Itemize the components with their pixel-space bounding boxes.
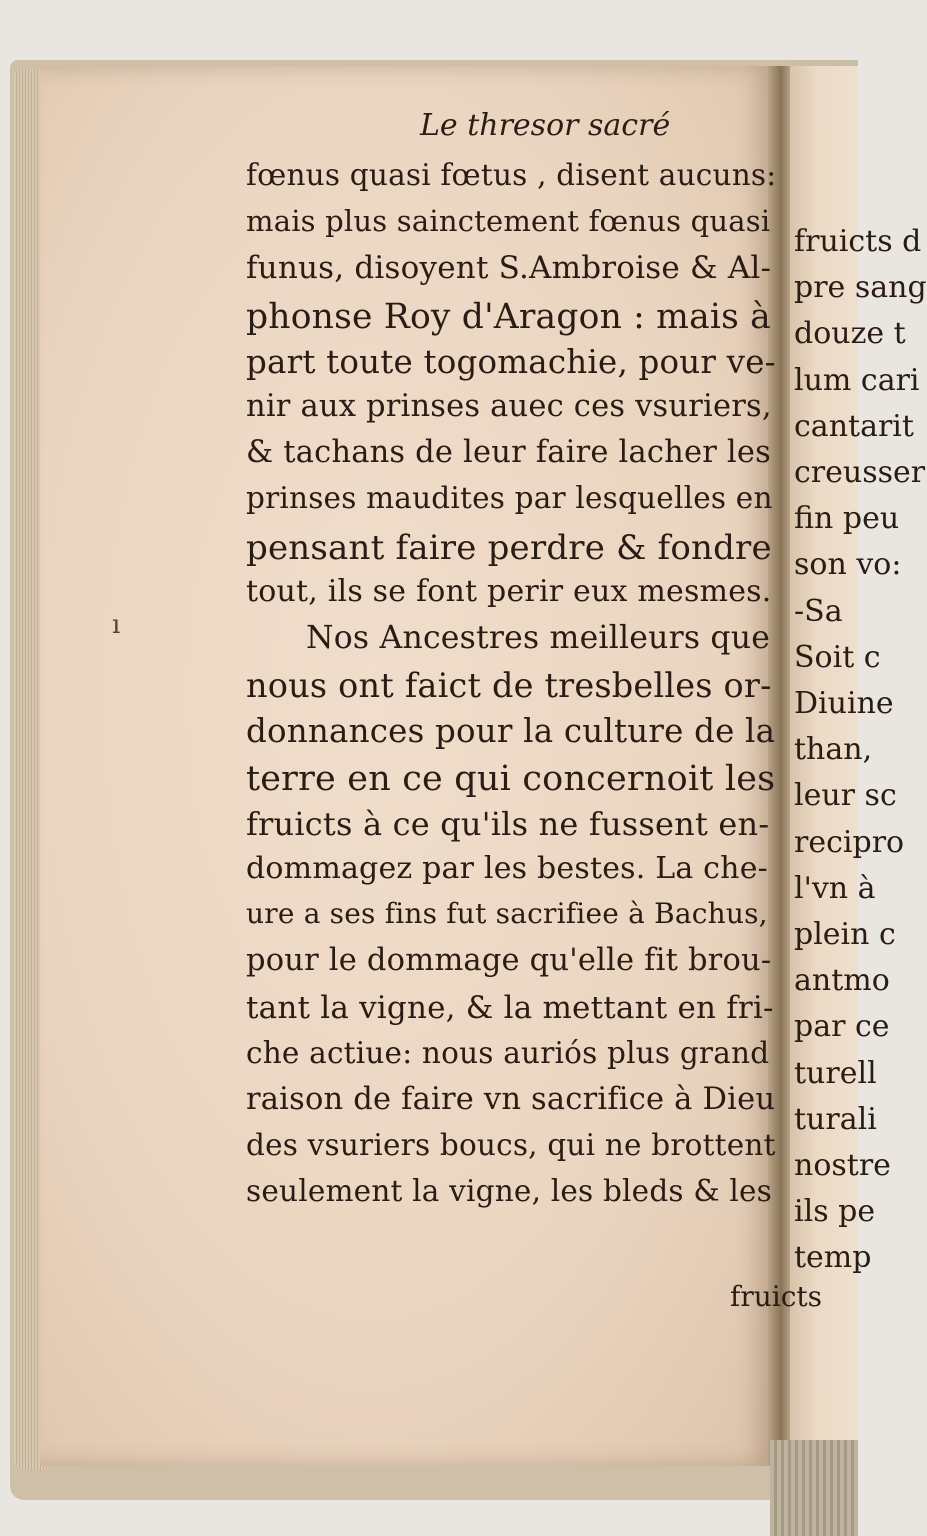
text-line: l'vn à	[794, 870, 876, 906]
text-line: nir aux prinses auec ces vsuriers,	[246, 389, 772, 424]
text-line: seulement la vigne, les bleds & les	[246, 1174, 773, 1209]
text-line: temp	[794, 1240, 872, 1276]
text-line: cantarit	[794, 408, 914, 444]
text-line: tout, ils se font perir eux mesmes.	[246, 573, 772, 609]
text-line: part toute togomachie, pour ve-	[246, 342, 776, 381]
text-line: Nos Ancestres meilleurs que	[306, 620, 771, 656]
margin-mark: ı	[112, 610, 121, 640]
text-line: antmo	[794, 963, 890, 999]
text-line: lum cari	[794, 362, 920, 398]
text-line: che actiue: nous auriós plus grand	[246, 1035, 770, 1070]
text-line: fœnus quasi fœtus , disent aucuns:	[246, 158, 777, 192]
text-line: Diuine	[794, 686, 894, 721]
text-line: mais plus sainctement fœnus quasi	[246, 204, 771, 239]
text-line: than,	[794, 732, 873, 768]
text-line: tant la vigne, & la mettant en fri-	[246, 989, 774, 1026]
text-line: prinses maudites par lesquelles en	[246, 481, 773, 516]
text-line: ils pe	[794, 1194, 876, 1230]
text-line: funus, disoyent S.Ambroise & Al-	[246, 250, 772, 287]
text-line: ure a ses fins fut sacrifiee à Bachus,	[246, 897, 768, 931]
text-line: fin peu	[794, 501, 900, 537]
running-head: Le thresor sacré	[420, 108, 671, 143]
text-line: nous ont faict de tresbelles or-	[246, 666, 772, 706]
text-line: dommagez par les bestes. La che-	[246, 851, 768, 886]
text-line: pre sang	[794, 270, 927, 306]
text-line: des vsuriers boucs, qui ne brottent	[246, 1128, 776, 1163]
text-line: pour le dommage qu'elle fit brou-	[246, 943, 772, 979]
text-line: fruicts d	[794, 224, 922, 259]
catchword: fruicts	[730, 1280, 823, 1313]
text-line: creusser	[794, 455, 926, 490]
text-line: turali	[794, 1101, 877, 1137]
text-line: leur sc	[794, 778, 897, 814]
text-line: recipro	[794, 824, 905, 860]
text-line: turell	[794, 1055, 877, 1091]
text-line: plein c	[794, 917, 896, 952]
text-line: donnances pour la culture de la	[246, 712, 776, 751]
text-line: nostre	[794, 1148, 891, 1183]
text-line: Soit c	[794, 639, 881, 675]
text-line: par ce	[794, 1009, 890, 1045]
text-line: pensant faire perdre & fondre	[246, 527, 772, 568]
bookmark-ribbon	[770, 1440, 858, 1536]
text-line: -Sa	[794, 593, 843, 629]
right-page	[790, 66, 927, 1476]
text-line: terre en ce qui concernoit les	[246, 758, 776, 799]
text-line: fruicts à ce qu'ils ne fussent en-	[246, 804, 770, 843]
text-line: son vo:	[794, 547, 902, 583]
text-line: & tachans de leur faire lacher les	[246, 435, 771, 471]
text-line: phonse Roy d'Aragon : mais à	[246, 296, 771, 337]
text-line: raison de faire vn sacrifice à Dieu	[246, 1082, 776, 1117]
text-line: douze t	[794, 316, 906, 352]
